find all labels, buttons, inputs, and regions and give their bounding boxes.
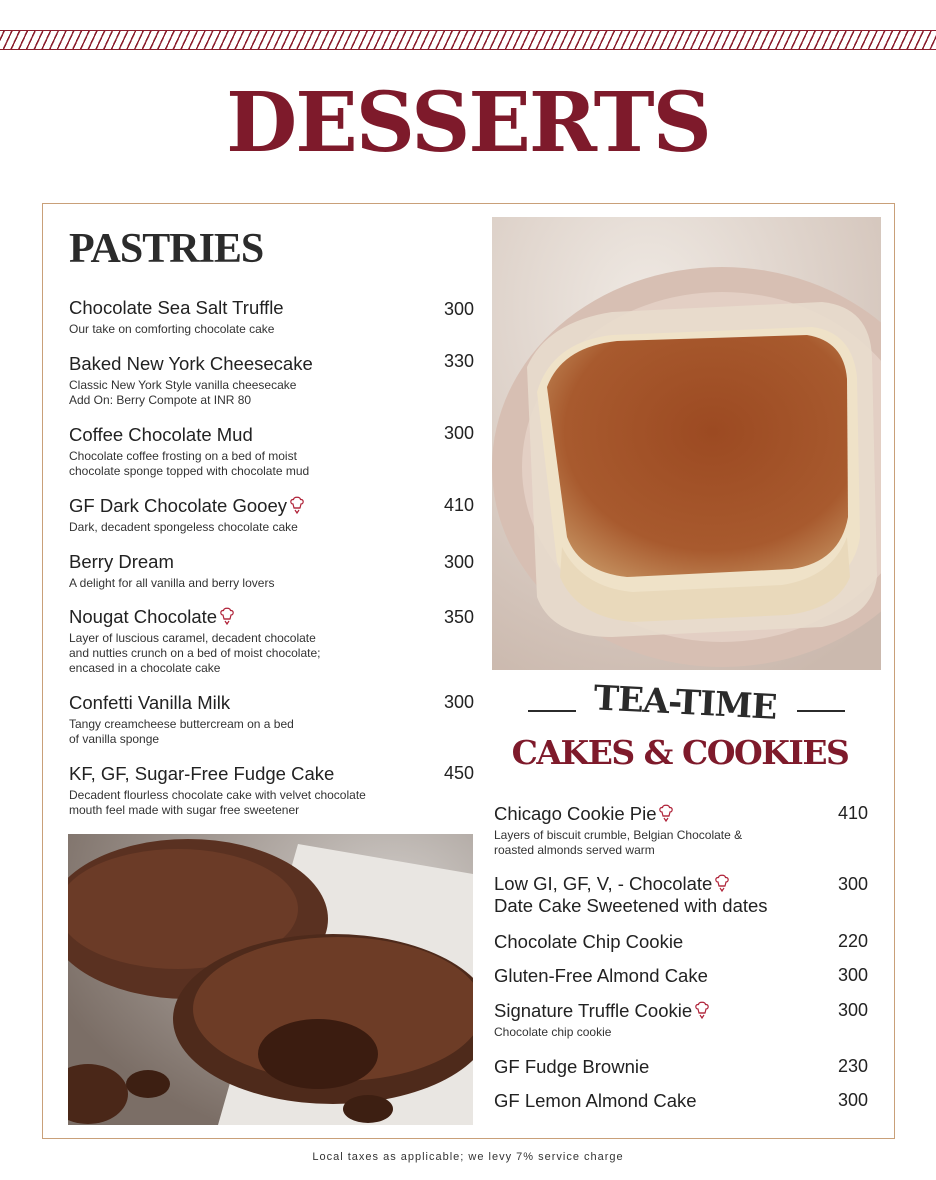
item-price: 230	[837, 1056, 868, 1076]
item-name	[69, 606, 321, 628]
tea-time-heading: TEA-TIME	[592, 678, 778, 728]
item-name: Confetti Vanilla Milk	[69, 692, 231, 713]
menu-item	[494, 931, 683, 953]
item-name: GF Fudge Brownie	[494, 1056, 650, 1077]
item-price: 330	[443, 351, 474, 371]
item-name: Gluten-Free Almond Cake	[494, 965, 708, 986]
item-name-line: Date Cake Sweetened with dates	[494, 895, 768, 916]
description-line: Layers of biscuit crumble, Belgian Chocolate &	[494, 828, 743, 842]
description-line: and nutties crunch on a bed of moist chocolate;	[69, 646, 321, 660]
item-description	[69, 631, 321, 676]
item-name-text: Signature Truffle Cookie	[494, 1000, 693, 1021]
item-name	[494, 803, 742, 825]
item-price: 450	[443, 763, 474, 783]
item-price: 410	[837, 803, 868, 823]
description-line: Add On: Berry Compote at INR 80	[69, 393, 252, 407]
item-description	[69, 449, 309, 479]
menu-item	[69, 763, 366, 818]
item-price: 300	[837, 1090, 868, 1110]
description-line: Layer of luscious caramel, decadent chocolate	[69, 631, 316, 645]
item-name	[494, 873, 768, 917]
item-name: Chocolate Sea Salt Truffle	[69, 297, 284, 318]
item-description	[69, 520, 304, 535]
heading-divider-left	[528, 710, 576, 712]
chef-hat-icon	[220, 607, 234, 626]
item-name-text: Low GI, GF, V, - Chocolate	[494, 873, 713, 894]
item-price: 410	[443, 495, 474, 515]
item-description	[69, 322, 284, 337]
item-name: GF Lemon Almond Cake	[494, 1090, 697, 1111]
description-line: Tangy creamcheese buttercream on a bed	[69, 717, 294, 731]
description-line: Our take on comforting chocolate cake	[69, 322, 275, 336]
item-description	[69, 378, 313, 408]
menu-item	[69, 353, 313, 408]
menu-item	[494, 1056, 649, 1078]
menu-item	[494, 965, 708, 987]
item-name: Baked New York Cheesecake	[69, 353, 313, 374]
item-name	[69, 495, 304, 517]
tiramisu-photo	[492, 217, 881, 670]
item-price: 300	[837, 874, 868, 894]
menu-item	[69, 551, 274, 591]
item-price: 350	[443, 607, 474, 627]
section-title-pastries: PASTRIES	[69, 226, 264, 272]
item-price: 300	[443, 692, 474, 712]
item-description	[69, 717, 294, 747]
description-line: Dark, decadent spongeless chocolate cake	[69, 520, 298, 534]
item-description	[69, 576, 274, 591]
item-description	[494, 1025, 709, 1040]
description-line: Classic New York Style vanilla cheesecake	[69, 378, 297, 392]
item-name: KF, GF, Sugar-Free Fudge Cake	[69, 763, 335, 784]
description-line: mouth feel made with sugar free sweetener	[69, 803, 300, 817]
item-name-text: GF Dark Chocolate Gooey	[69, 495, 287, 516]
description-line: chocolate sponge topped with chocolate mud	[69, 464, 310, 478]
item-name: Coffee Chocolate Mud	[69, 424, 253, 445]
heading-divider-right	[797, 710, 845, 712]
description-line: Decadent flourless chocolate cake with velvet chocolate	[69, 788, 366, 802]
menu-item	[69, 606, 321, 676]
item-name: Chocolate Chip Cookie	[494, 931, 684, 952]
item-description	[494, 828, 742, 858]
item-name	[494, 1000, 709, 1022]
description-line: encased in a chocolate cake	[69, 661, 221, 675]
cakes-cookies-heading: CAKES & COOKIES	[511, 733, 849, 772]
menu-item	[69, 495, 304, 535]
menu-item	[494, 873, 768, 917]
item-price: 300	[443, 552, 474, 572]
item-name-line	[494, 873, 768, 895]
item-price: 300	[837, 965, 868, 985]
description-line: of vanilla sponge	[69, 732, 160, 746]
chef-hat-icon	[715, 874, 729, 893]
description-line: Chocolate chip cookie	[494, 1025, 612, 1039]
item-name: Berry Dream	[69, 551, 174, 572]
item-price: 220	[837, 931, 868, 951]
description-line: roasted almonds served warm	[494, 843, 655, 857]
cookie-photo	[68, 834, 473, 1125]
item-price: 300	[443, 423, 474, 443]
decorative-border-top	[0, 30, 936, 50]
menu-item	[494, 803, 742, 858]
chef-hat-icon	[695, 1001, 709, 1020]
menu-item	[69, 424, 309, 479]
page-title: DESSERTS	[226, 75, 710, 171]
description-line: Chocolate coffee frosting on a bed of moist	[69, 449, 297, 463]
menu-item	[69, 692, 294, 747]
item-name-text: Chicago Cookie Pie	[494, 803, 657, 824]
item-name-text: Nougat Chocolate	[69, 606, 218, 627]
item-price: 300	[443, 299, 474, 319]
item-price: 300	[837, 1000, 868, 1020]
item-description	[69, 788, 366, 818]
menu-item	[494, 1000, 709, 1040]
chef-hat-icon	[659, 804, 673, 823]
footer-note: Local taxes as applicable; we levy 7% service charge	[312, 1151, 624, 1163]
chef-hat-icon	[290, 496, 304, 515]
description-line: A delight for all vanilla and berry lovers	[69, 576, 275, 590]
menu-item	[69, 297, 284, 337]
menu-item	[494, 1090, 697, 1112]
